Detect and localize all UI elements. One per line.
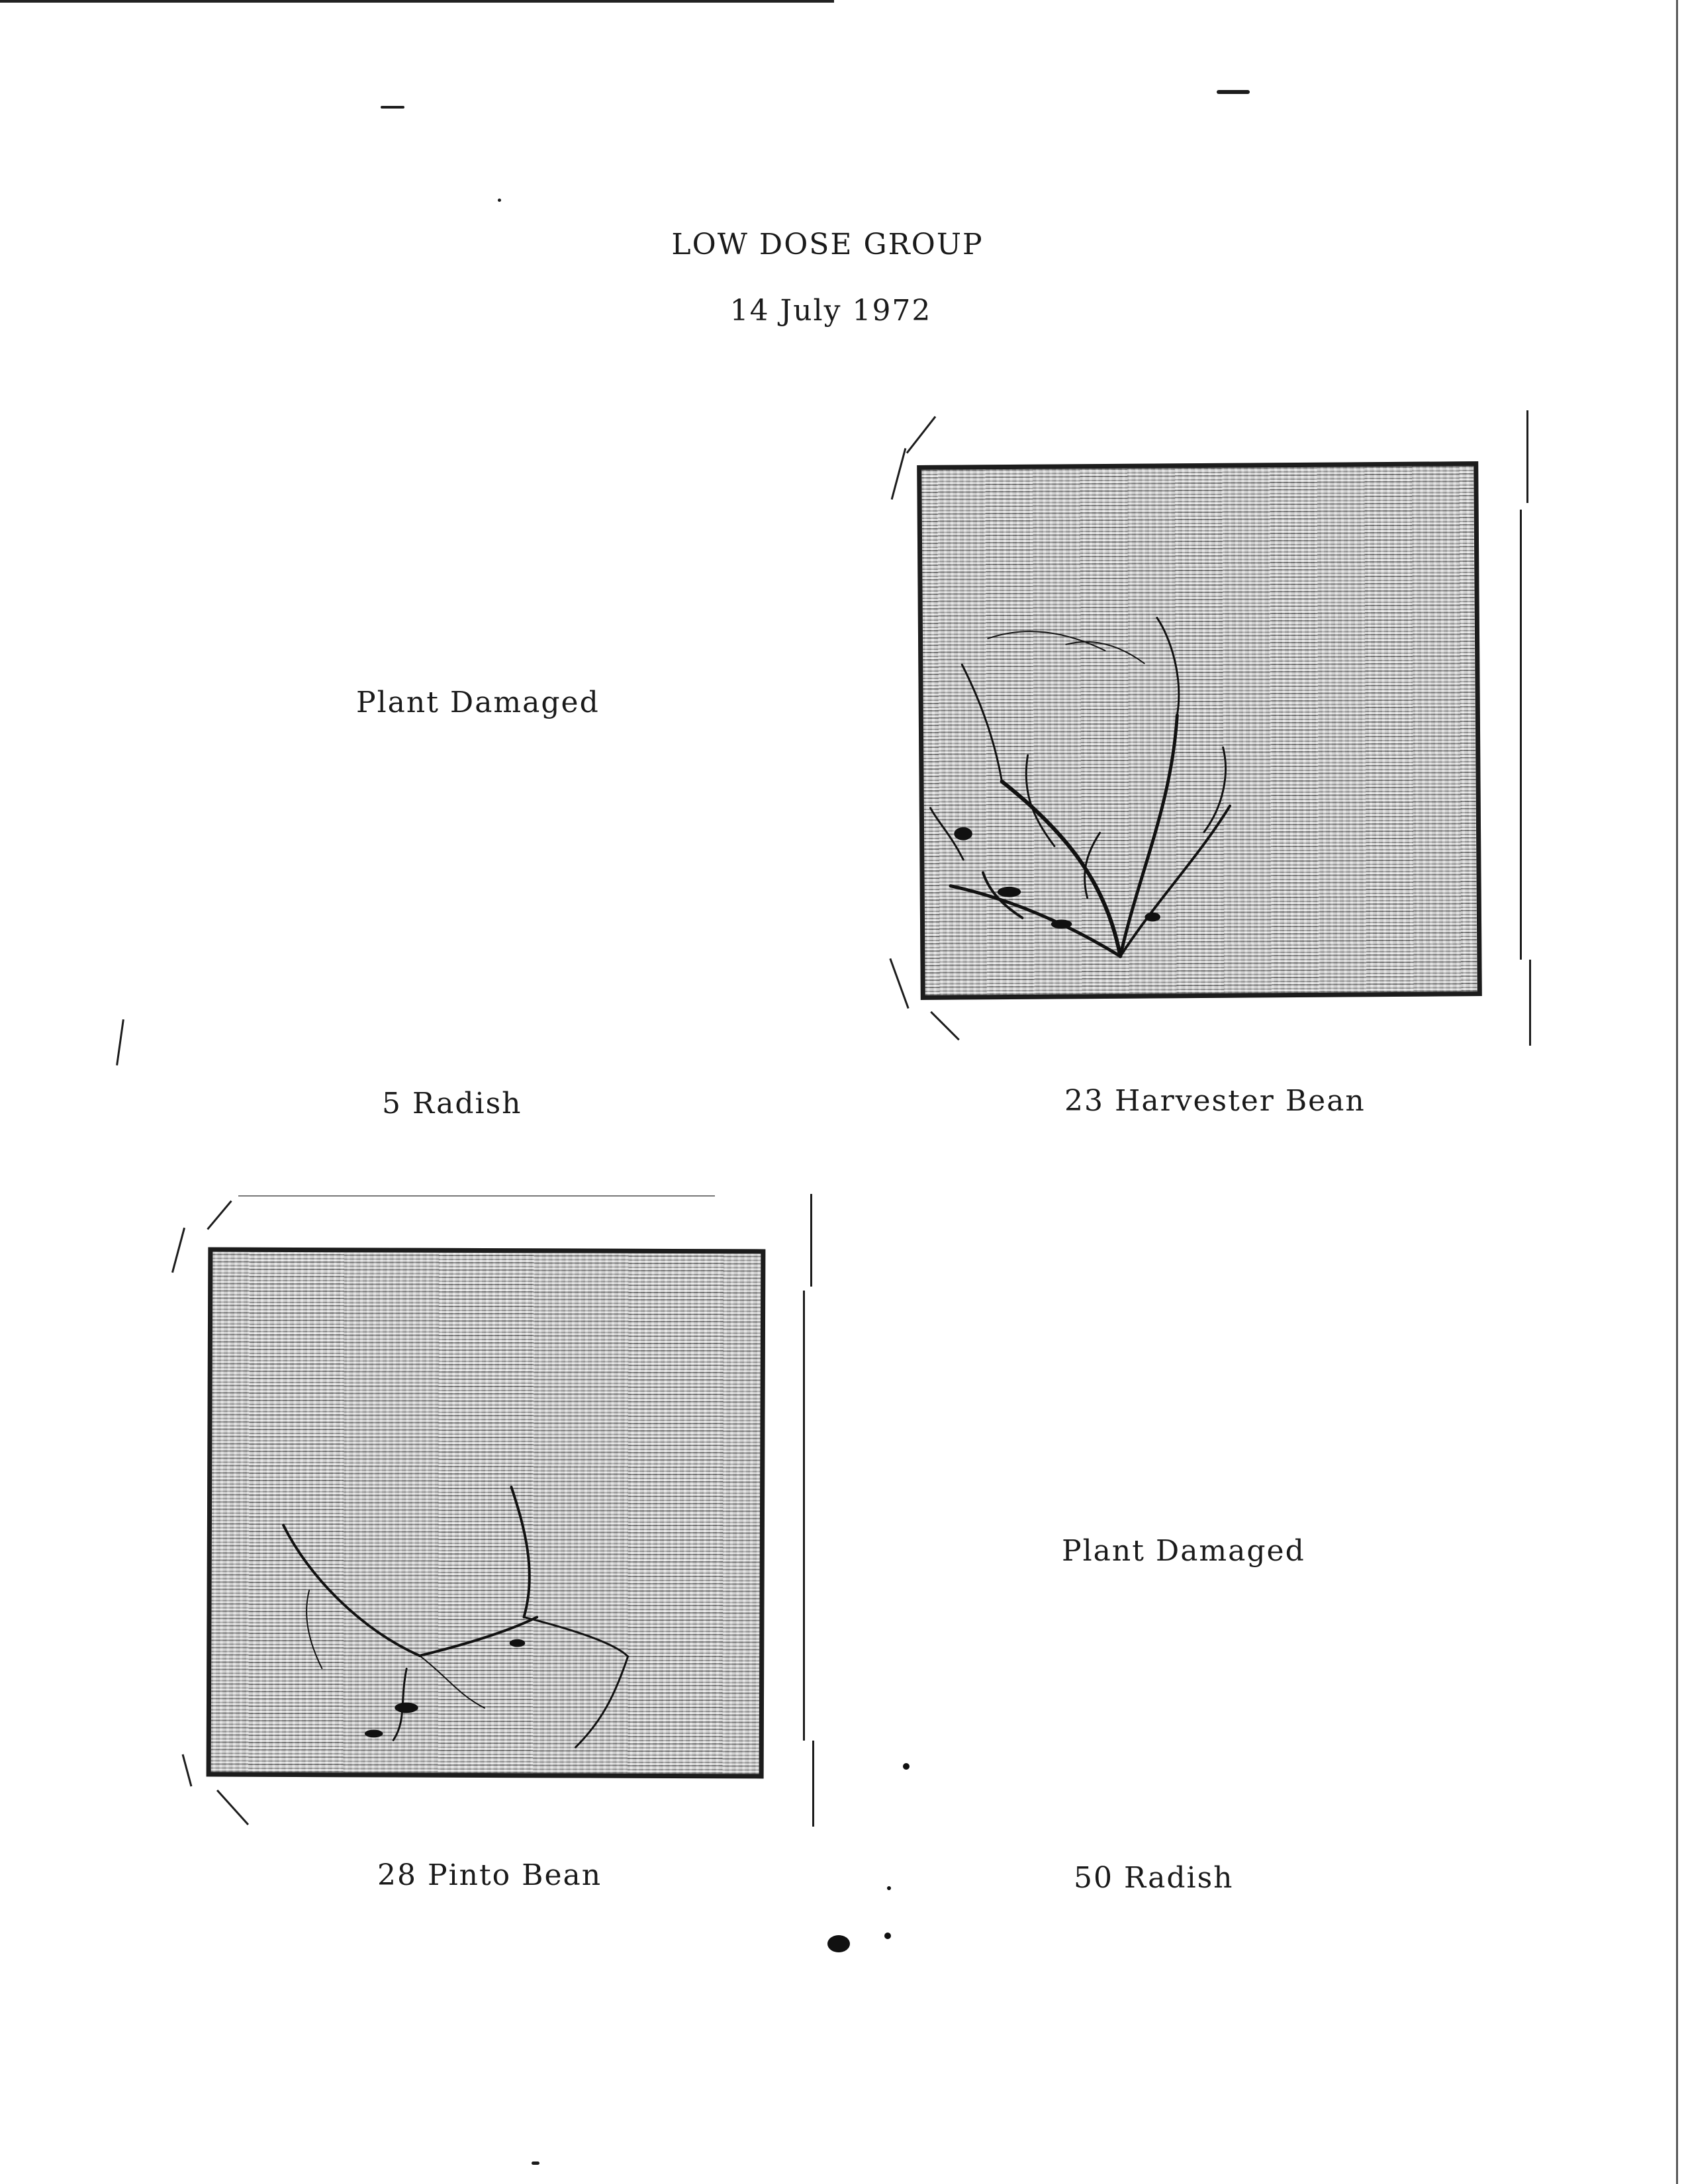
panel-50-status: Plant Damaged <box>1062 1534 1305 1568</box>
ink-blot <box>903 1763 910 1770</box>
pinto-bean-plant-silhouette <box>211 1252 761 1774</box>
frame-edge-mark <box>803 1291 805 1741</box>
corner-mark <box>207 1201 232 1230</box>
corner-mark <box>906 416 936 453</box>
panel-28-label: 28 Pinto Bean <box>377 1858 602 1892</box>
panel-5-status: Plant Damaged <box>356 686 600 719</box>
corner-mark <box>930 1011 960 1041</box>
harvester-bean-plant-silhouette <box>921 466 1477 995</box>
panel-5-label: 5 Radish <box>382 1087 522 1120</box>
top-edge-rule <box>0 0 834 3</box>
scan-mark <box>116 1019 124 1066</box>
frame-edge-mark <box>1520 510 1522 960</box>
scan-mark <box>532 2161 539 2165</box>
corner-mark <box>216 1790 249 1825</box>
ink-blot <box>827 1935 850 1952</box>
corner-mark <box>182 1754 193 1786</box>
scan-mark <box>381 106 404 109</box>
corner-mark <box>891 448 907 500</box>
right-page-edge <box>1676 0 1678 2184</box>
frame-top-mark <box>238 1195 715 1197</box>
corner-mark <box>889 958 909 1009</box>
photo-pinto-bean <box>207 1248 766 1779</box>
scan-mark <box>1217 90 1250 94</box>
panel-23-label: 23 Harvester Bean <box>1064 1084 1366 1118</box>
frame-edge-mark <box>810 1194 812 1287</box>
scan-mark <box>498 199 501 202</box>
document-title-text: LOW DOSE GROUP <box>671 228 984 261</box>
panel-50-label: 50 Radish <box>1074 1861 1234 1895</box>
ink-blot <box>884 1933 891 1939</box>
ink-blot <box>887 1886 891 1890</box>
frame-edge-mark <box>1529 960 1531 1046</box>
frame-edge-mark <box>1526 410 1528 503</box>
document-date-text: 14 July 1972 <box>729 294 932 328</box>
photo-harvester-bean <box>917 461 1482 1000</box>
corner-mark <box>171 1228 185 1273</box>
frame-edge-mark <box>812 1741 814 1827</box>
